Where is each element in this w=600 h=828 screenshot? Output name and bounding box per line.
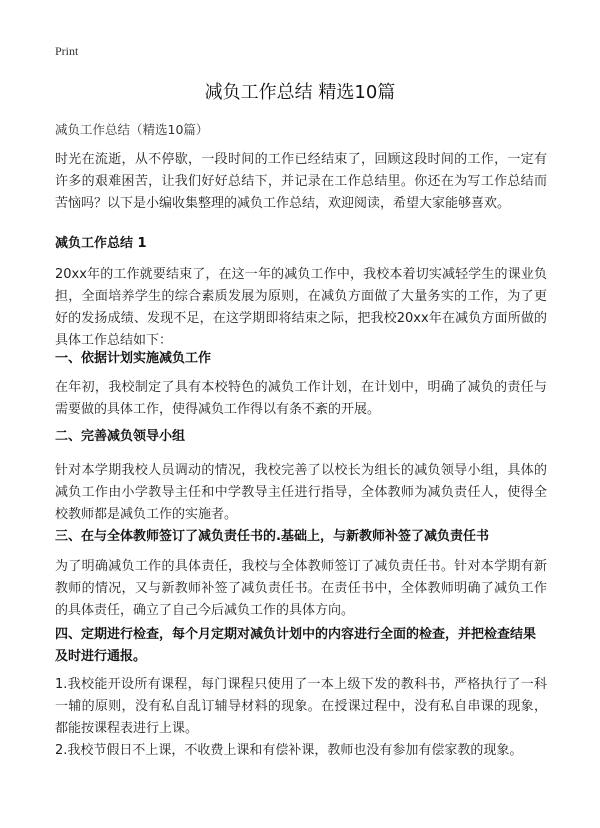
print-link[interactable]: Print xyxy=(55,44,79,58)
section-4-body: 为了明确减负工作的具体责任，我校与全体教师签订了减负责任书。针对本学期有新教师的情况，又与新教师补签了减负责任书。在责任书中，全体教师明确了减负工作的具体责任，确立了自己今后减负工作的具体方向。 xyxy=(55,559,547,618)
section-4-heading: 三、在与全体教师签订了减负责任书的.基础上，与新教师补签了减负责任书 xyxy=(55,529,489,544)
section-1-body: 20xx年的工作就要结束了，在这一年的减负工作中，我校本着切实减轻学生的课业负担，全面培养学生的综合素质发展为原则，在减负方面做了大量务实的工作，为了更好的发扬成绩、发现不足，在这学期即将结束之际，把我校20xx年在减负方面所做的具体工作总结如下： xyxy=(55,267,547,348)
document-subtitle: 减负工作总结（精选10篇） xyxy=(55,122,209,137)
section-5-body: 1.我校能开设所有课程，每门课程只使用了一本上级下发的教科书，严格执行了一科一辅的原则，没有私自乱订辅导材料的现象。在授课过程中，没有私自串课的现象，都能按课程表进行上课。 xyxy=(55,677,547,736)
document-title: 减负工作总结 精选10篇 xyxy=(204,82,396,103)
last-paragraph: 2.我校节假日不上课，不收费上课和有偿补课，教师也没有参加有偿家教的现象。 xyxy=(55,743,523,758)
section-1-heading: 减负工作总结 1 xyxy=(55,236,147,251)
section-2-body: 在年初，我校制定了具有本校特色的减负工作计划，在计划中，明确了减负的责任与需要做的具体工作，使得减负工作得以有条不紊的开展。 xyxy=(55,380,547,417)
section-3-heading: 二、完善减负领导小组 xyxy=(55,429,186,444)
section-3-body: 针对本学期我校人员调动的情况，我校完善了以校长为组长的减负领导小组，具体的减负工作由小学教导主任和中学教导主任进行指导，全体教师为减负责任人，使得全校教师都是减负工作的实施者。 xyxy=(55,463,547,522)
intro-paragraph: 时光在流逝，从不停歇，一段时间的工作已经结束了，回顾这段时间的工作，一定有许多的艰难困苦，让我们好好总结下，并记录在工作总结里。你还在为写工作总结而苦恼吗？以下是小编收集整理的减负工作总结，欢迎阅读，希望大家能够喜欢。 xyxy=(55,152,547,211)
section-2-heading: 一、依据计划实施减负工作 xyxy=(55,351,212,366)
section-5-heading: 四、定期进行检查，每个月定期对减负计划中的内容进行全面的检查，并把检查结果及时进行通报。 xyxy=(55,627,537,664)
